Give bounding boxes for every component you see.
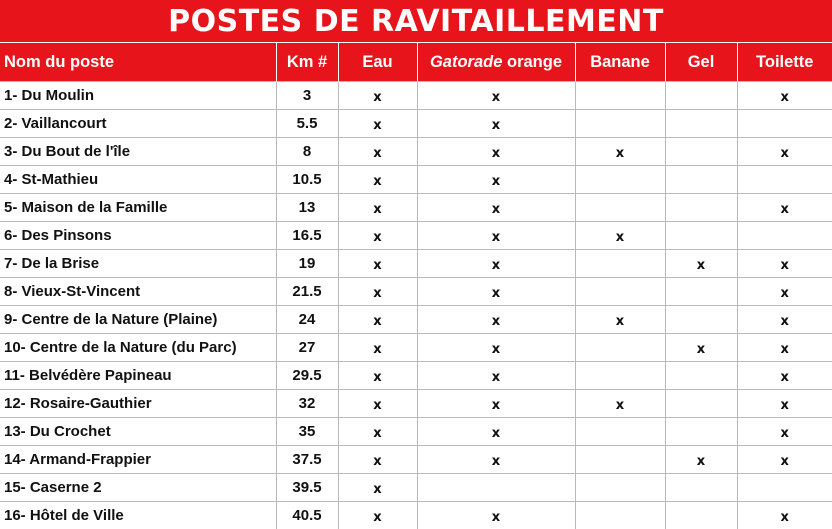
gel-cell: x xyxy=(665,334,737,362)
water-cell: x xyxy=(338,334,417,362)
toilet-cell xyxy=(737,110,832,138)
toilet-cell: x xyxy=(737,278,832,306)
gatorade-cell: x xyxy=(417,502,575,529)
toilet-cell xyxy=(737,474,832,502)
table-header xyxy=(0,43,832,82)
gel-cell xyxy=(665,110,737,138)
table-row xyxy=(0,446,832,474)
gel-cell xyxy=(665,390,737,418)
km-cell: 10.5 xyxy=(276,166,338,194)
km-cell: 5.5 xyxy=(276,110,338,138)
table-row xyxy=(0,250,832,278)
station-name-cell: 7- De la Brise xyxy=(0,250,276,278)
km-cell: 29.5 xyxy=(276,362,338,390)
table-body xyxy=(0,82,832,529)
gatorade-cell: x xyxy=(417,194,575,222)
banana-cell xyxy=(575,334,665,362)
banana-cell xyxy=(575,502,665,529)
water-cell: x xyxy=(338,278,417,306)
table-row xyxy=(0,110,832,138)
station-name-cell: 12- Rosaire-Gauthier xyxy=(0,390,276,418)
banana-cell xyxy=(575,418,665,446)
km-cell: 40.5 xyxy=(276,502,338,529)
banana-cell xyxy=(575,278,665,306)
header-km: Km # xyxy=(276,43,338,82)
gatorade-cell: x xyxy=(417,110,575,138)
km-cell: 39.5 xyxy=(276,474,338,502)
km-cell: 35 xyxy=(276,418,338,446)
table-row xyxy=(0,222,832,250)
table-row xyxy=(0,306,832,334)
table-row xyxy=(0,334,832,362)
station-name-cell: 1- Du Moulin xyxy=(0,82,276,110)
gatorade-brand-label: Gatorade xyxy=(430,53,502,71)
gatorade-cell: x xyxy=(417,138,575,166)
water-cell: x xyxy=(338,418,417,446)
refreshment-stations-table xyxy=(0,43,832,529)
header-banana: Banane xyxy=(575,43,665,82)
water-cell: x xyxy=(338,446,417,474)
water-cell: x xyxy=(338,474,417,502)
gel-cell xyxy=(665,418,737,446)
station-name-cell: 13- Du Crochet xyxy=(0,418,276,446)
water-cell: x xyxy=(338,166,417,194)
banana-cell xyxy=(575,362,665,390)
toilet-cell: x xyxy=(737,390,832,418)
water-cell: x xyxy=(338,82,417,110)
gatorade-cell: x xyxy=(417,334,575,362)
gatorade-cell: x xyxy=(417,166,575,194)
banana-cell xyxy=(575,474,665,502)
header-gel: Gel xyxy=(665,43,737,82)
gatorade-cell: x xyxy=(417,390,575,418)
banana-cell xyxy=(575,194,665,222)
km-cell: 8 xyxy=(276,138,338,166)
station-name-cell: 10- Centre de la Nature (du Parc) xyxy=(0,334,276,362)
gel-cell xyxy=(665,82,737,110)
toilet-cell: x xyxy=(737,194,832,222)
table-row xyxy=(0,362,832,390)
toilet-cell: x xyxy=(737,306,832,334)
station-name-cell: 3- Du Bout de l'île xyxy=(0,138,276,166)
water-cell: x xyxy=(338,502,417,529)
km-cell: 27 xyxy=(276,334,338,362)
toilet-cell: x xyxy=(737,138,832,166)
station-name-cell: 4- St-Mathieu xyxy=(0,166,276,194)
banana-cell xyxy=(575,250,665,278)
water-cell: x xyxy=(338,138,417,166)
station-name-cell: 6- Des Pinsons xyxy=(0,222,276,250)
table-row xyxy=(0,418,832,446)
km-cell: 13 xyxy=(276,194,338,222)
gel-cell: x xyxy=(665,250,737,278)
gel-cell: x xyxy=(665,446,737,474)
table-row xyxy=(0,82,832,110)
toilet-cell: x xyxy=(737,250,832,278)
toilet-cell: x xyxy=(737,334,832,362)
station-name-cell: 11- Belvédère Papineau xyxy=(0,362,276,390)
km-cell: 3 xyxy=(276,82,338,110)
toilet-cell: x xyxy=(737,362,832,390)
km-cell: 37.5 xyxy=(276,446,338,474)
water-cell: x xyxy=(338,390,417,418)
gel-cell xyxy=(665,138,737,166)
water-cell: x xyxy=(338,362,417,390)
banana-cell: x xyxy=(575,306,665,334)
toilet-cell: x xyxy=(737,502,832,529)
station-name-cell: 2- Vaillancourt xyxy=(0,110,276,138)
water-cell: x xyxy=(338,194,417,222)
gel-cell xyxy=(665,362,737,390)
table-row xyxy=(0,474,832,502)
table-row xyxy=(0,390,832,418)
banana-cell xyxy=(575,110,665,138)
banana-cell: x xyxy=(575,222,665,250)
gatorade-cell: x xyxy=(417,82,575,110)
gatorade-cell: x xyxy=(417,278,575,306)
header-gatorade xyxy=(417,43,575,82)
gatorade-cell: x xyxy=(417,306,575,334)
table-row xyxy=(0,166,832,194)
gel-cell xyxy=(665,278,737,306)
header-toilet: Toilette xyxy=(737,43,832,82)
table-row xyxy=(0,278,832,306)
toilet-cell: x xyxy=(737,446,832,474)
water-cell: x xyxy=(338,110,417,138)
gatorade-cell: x xyxy=(417,362,575,390)
table-row xyxy=(0,194,832,222)
banana-cell xyxy=(575,446,665,474)
km-cell: 21.5 xyxy=(276,278,338,306)
gel-cell xyxy=(665,166,737,194)
gel-cell xyxy=(665,474,737,502)
header-station-name: Nom du poste xyxy=(0,43,276,82)
table-row xyxy=(0,502,832,529)
water-cell: x xyxy=(338,306,417,334)
station-name-cell: 8- Vieux-St-Vincent xyxy=(0,278,276,306)
table-row xyxy=(0,138,832,166)
toilet-cell: x xyxy=(737,82,832,110)
gel-cell xyxy=(665,194,737,222)
water-cell: x xyxy=(338,222,417,250)
km-cell: 16.5 xyxy=(276,222,338,250)
toilet-cell: x xyxy=(737,418,832,446)
gatorade-flavor-label: orange xyxy=(502,53,562,71)
km-cell: 32 xyxy=(276,390,338,418)
gatorade-cell: x xyxy=(417,250,575,278)
banana-cell: x xyxy=(575,138,665,166)
station-name-cell: 5- Maison de la Famille xyxy=(0,194,276,222)
header-row xyxy=(0,43,832,82)
station-name-cell: 16- Hôtel de Ville xyxy=(0,502,276,529)
km-cell: 24 xyxy=(276,306,338,334)
station-name-cell: 14- Armand-Frappier xyxy=(0,446,276,474)
water-cell: x xyxy=(338,250,417,278)
gatorade-cell: x xyxy=(417,222,575,250)
gatorade-cell: x xyxy=(417,418,575,446)
banana-cell xyxy=(575,166,665,194)
station-name-cell: 15- Caserne 2 xyxy=(0,474,276,502)
km-cell: 19 xyxy=(276,250,338,278)
station-name-cell: 9- Centre de la Nature (Plaine) xyxy=(0,306,276,334)
banana-cell xyxy=(575,82,665,110)
header-water: Eau xyxy=(338,43,417,82)
toilet-cell xyxy=(737,166,832,194)
gel-cell xyxy=(665,306,737,334)
gel-cell xyxy=(665,502,737,529)
toilet-cell xyxy=(737,222,832,250)
banana-cell: x xyxy=(575,390,665,418)
page-title: POSTES DE RAVITAILLEMENT xyxy=(0,0,832,43)
gatorade-cell: x xyxy=(417,446,575,474)
gatorade-cell xyxy=(417,474,575,502)
gel-cell xyxy=(665,222,737,250)
